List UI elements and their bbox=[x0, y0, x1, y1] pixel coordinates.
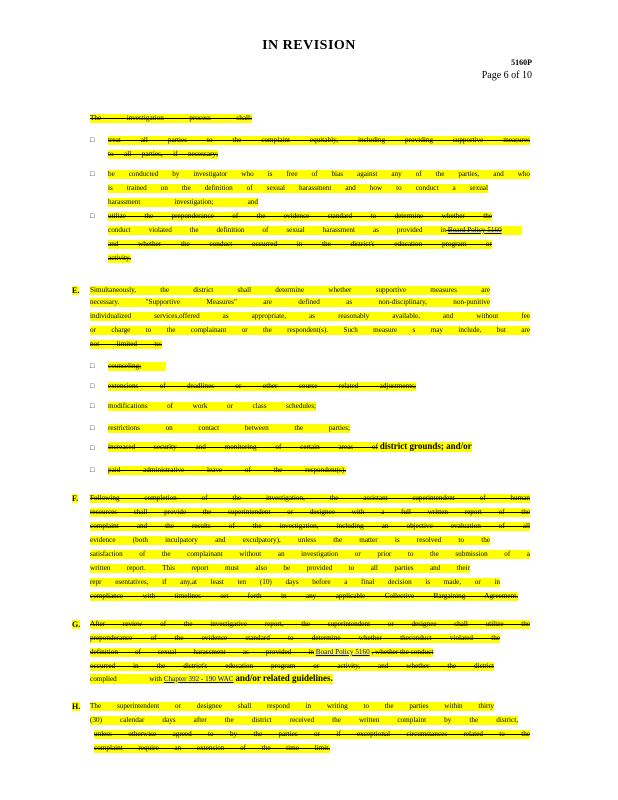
section-g-line-3-tail: , whether the conduct bbox=[371, 648, 434, 656]
section-f-line-6: written report. This report must also be provided to all parties and their bbox=[90, 564, 470, 572]
section-g-line-3-text: definition of sexual harassment as provided in bbox=[90, 648, 314, 656]
bullet-icon: □ bbox=[90, 424, 95, 432]
e-item-leave: paid administrative leave of the respondent(s). bbox=[108, 466, 346, 474]
section-e-line-4: or charge to the complainant or the respondent(s). Such measure s may include, but are bbox=[90, 326, 530, 334]
intro-bullet-1-line-1: treat all parties to the complaint equitably, including providing supportive measures bbox=[108, 136, 530, 144]
e-item-restrictions: restrictions on contact between the parties; bbox=[108, 424, 350, 432]
section-e-line-3: individualized services,offered as appropriate, as reasonably available, and without fee bbox=[90, 312, 530, 320]
section-g-line-5-bold: and/or related guidelines. bbox=[235, 673, 333, 683]
bullet-icon: □ bbox=[90, 382, 95, 390]
section-f-line-8: compliance with timelines set forth in any applicable Collective Bargaining Agreement. bbox=[90, 592, 518, 600]
intro-bullet-2-line-1: be conducted by investigator who is free of bias against any of the parties, and who bbox=[108, 170, 530, 178]
bullet-icon: □ bbox=[90, 466, 95, 474]
section-e-line-1: Simultaneously, the district shall determine whether supportive measures are bbox=[90, 286, 490, 294]
section-h-line-3: unless otherwise agreed to by the parties or if exceptional circumstances related to the bbox=[94, 730, 530, 738]
bullet-icon: □ bbox=[90, 444, 95, 452]
section-g-line-4: occurred in the district's education program or activity, and whether the district bbox=[90, 662, 494, 670]
e-item-extensions: extensions of deadlines or other course related adjustments; bbox=[108, 382, 416, 390]
intro-bullet-2-line-2: is trained on the definition of sexual harassment and how to conduct a sexual bbox=[108, 184, 488, 192]
e-item-security-text: increased security and monitoring of certain areas of bbox=[108, 443, 378, 451]
board-policy-link[interactable]: Board Policy 5160 bbox=[315, 648, 370, 656]
section-g-line-5 bbox=[90, 674, 333, 684]
page-number: Page 6 of 10 bbox=[481, 70, 532, 81]
section-f-line-5: satisfaction of the complainant without an investigation or prior to the submission of a bbox=[90, 550, 530, 558]
wac-chapter-link[interactable]: Chapter 392 - 190 WAC bbox=[163, 675, 234, 683]
section-g-line-2: preponderance of the evidence standard to determine whether theconduct violated the bbox=[90, 634, 500, 642]
intro-bullet-3-line-2 bbox=[108, 226, 522, 235]
intro-lead: The investigation process shall: bbox=[90, 114, 252, 122]
section-h-line-1: The superintendent or designee shall respond in writing to the parties within thirty bbox=[90, 702, 494, 710]
section-f-line-4: evidence (both inculpatory and exculpatory), unless the matter is resolved to the bbox=[90, 536, 490, 544]
section-f-line-3: complaint and the results of the investigation, including an objective evaluation of all bbox=[90, 522, 530, 530]
intro-bullet-3-line-1: utilize the preponderance of the evidence standard to determine whether the bbox=[108, 212, 492, 220]
page-title: IN REVISION bbox=[262, 38, 356, 53]
section-e-line-5: not limited to: bbox=[90, 340, 162, 348]
bullet-icon: □ bbox=[90, 212, 95, 220]
section-letter: E. bbox=[72, 286, 80, 295]
e-item-security-bold: district grounds; and/or bbox=[379, 441, 472, 451]
section-letter: H. bbox=[72, 702, 81, 711]
intro-bullet-3-line-4: activity. bbox=[108, 254, 131, 262]
section-h-line-4: complaint require an extension of the time limit. bbox=[94, 744, 330, 752]
section-letter: G. bbox=[72, 620, 81, 629]
intro-bullet-3-text: conduct violated the definition of sexual harassment as provided in bbox=[108, 226, 446, 234]
section-h-line-2: (30) calendar days after the district received the written complaint by the district, bbox=[90, 716, 518, 724]
bullet-icon: □ bbox=[90, 170, 95, 178]
bullet-icon: □ bbox=[90, 136, 95, 144]
section-f-line-2: resources shall provide the superintendent or designee with a full written report of the bbox=[90, 508, 530, 516]
section-f-line-7: repr esentatives, if any,at least ten (10) days before a final decision is made, or in bbox=[90, 578, 500, 586]
section-e-line-2: necessary. "Supportive Measures" are defined as non-disciplinary, non-punitive bbox=[90, 298, 490, 306]
e-item-counseling: counseling; bbox=[108, 362, 166, 371]
e-item-modifications: modifications of work or class schedules; bbox=[108, 402, 316, 410]
board-policy-link[interactable]: Board Policy 5160 bbox=[447, 226, 502, 234]
section-f-line-1: Following completion of the investigation, the assistant superintendent of human bbox=[90, 494, 530, 502]
section-letter: F. bbox=[72, 494, 79, 503]
bullet-icon: □ bbox=[90, 402, 95, 410]
section-g-line-3 bbox=[90, 648, 433, 657]
section-g-line-5-text: complied with bbox=[90, 675, 162, 683]
section-g-line-1: After review of the investigative report, the superintendent or designee shall utilize the bbox=[90, 620, 530, 628]
intro-bullet-2-line-3: harassment investigation; and bbox=[108, 198, 258, 206]
e-item-security bbox=[108, 442, 472, 452]
intro-bullet-3-line-3: and whether the conduct occurred in the district's education program or bbox=[108, 240, 492, 248]
bullet-icon: □ bbox=[90, 362, 95, 370]
intro-bullet-1-line-2: to all parties, if necessary; bbox=[108, 150, 218, 158]
policy-code: 5160P bbox=[511, 58, 532, 67]
